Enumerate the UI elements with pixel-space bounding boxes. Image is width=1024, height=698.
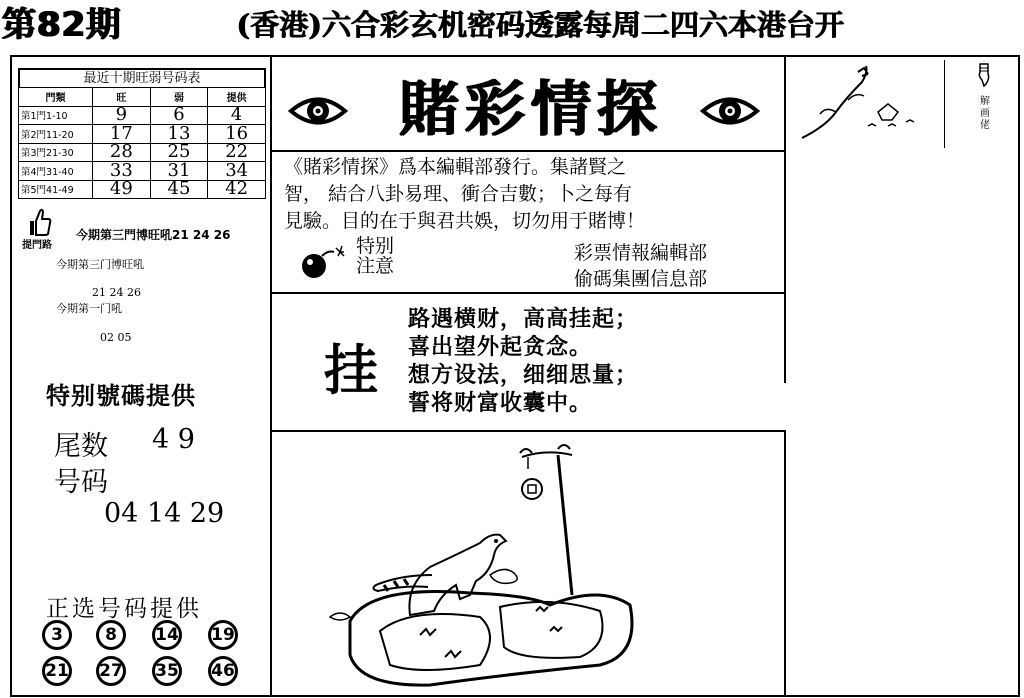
intro-text — [284, 154, 784, 235]
table-header-cell: 旺 — [93, 88, 151, 107]
poem-line: 路遇横财，高高挂起； — [408, 307, 639, 332]
cold-number: 45 — [150, 180, 208, 199]
row-label: 第1門1-10 — [19, 106, 93, 125]
table-row — [19, 125, 266, 144]
thumbs-up-icon — [28, 207, 52, 237]
tip-line-1: 今期第三门博旺吼 — [56, 258, 144, 271]
cold-number: 25 — [150, 143, 208, 162]
intro-line: 智， 結合八卦易理、衝合吉數；卜之每有 — [284, 183, 633, 205]
tip-line-2: 今期第一门吼 — [56, 302, 122, 315]
special-title: 特别號碼提供 — [46, 382, 196, 410]
special-notice — [356, 236, 394, 276]
table-row — [19, 143, 266, 162]
poem-line: 喜出望外起贪念。 — [408, 335, 593, 360]
divider-intro-top — [270, 150, 786, 152]
poem-line: 誓将财富收囊中。 — [408, 391, 593, 416]
hot-number: 49 — [93, 180, 151, 199]
pick-ball: 46 — [208, 656, 238, 686]
table-row — [19, 162, 266, 181]
row-label: 第3門21-30 — [19, 143, 93, 162]
divider-right-lower — [784, 430, 786, 697]
tail-values: 4 9 — [152, 424, 195, 455]
divider-poem-top — [270, 292, 786, 294]
issue-number: 第82期 — [2, 5, 122, 45]
department-2: 偷碼集團信息部 — [574, 268, 708, 290]
poem-keyword: 挂 — [324, 339, 378, 402]
cold-number: 6 — [150, 106, 208, 125]
table-row — [19, 106, 266, 125]
hot-cold-table — [18, 87, 266, 199]
table-header-cell: 弱 — [150, 88, 208, 107]
illustration-raccoon-pond — [300, 435, 740, 695]
pick-number: 16 — [208, 125, 266, 144]
hot-number: 28 — [93, 143, 151, 162]
eye-icon — [700, 92, 760, 130]
table-header-cell: 提供 — [208, 88, 266, 107]
pick-ball: 27 — [96, 656, 126, 686]
hot-number: 9 — [93, 106, 151, 125]
pick-ball: 35 — [152, 656, 182, 686]
pick-ball: 14 — [152, 620, 182, 650]
pick-number: 4 — [208, 106, 266, 125]
tree-sketch — [796, 62, 926, 144]
poem — [408, 306, 638, 418]
intro-line: 《賭彩情探》爲本編輯部發行。集諸賢之 — [284, 156, 627, 178]
pick-number: 22 — [208, 143, 266, 162]
hot-number: 33 — [93, 162, 151, 181]
hot-number: 17 — [93, 125, 151, 144]
pick-ball: 3 — [42, 620, 72, 650]
cold-number: 13 — [150, 125, 208, 144]
notice-line: 特别 — [356, 235, 395, 257]
divider-poem-bottom — [270, 430, 786, 432]
tip-line-2-numbers: 02 05 — [100, 331, 132, 344]
row-label: 第5門41-49 — [19, 180, 93, 199]
pick-ball: 8 — [96, 620, 126, 650]
pointing-hand-icon — [974, 62, 994, 88]
picks-title: 正选号码提供 — [46, 596, 202, 622]
divider-note — [944, 60, 945, 148]
intro-line: 見驗。目的在于與君共娛，切勿用于賭博！ — [284, 210, 646, 232]
poem-line: 想方设法，细细思量； — [408, 363, 639, 388]
banner-title: 賭彩情探 — [398, 75, 662, 145]
table-title: 最近十期旺弱号码表 — [18, 68, 266, 88]
tip-line-1-numbers: 21 24 26 — [92, 286, 141, 299]
headline: (香港)六合彩玄机密码透露每周二四六本港台开 — [236, 8, 844, 42]
notice-line: 注意 — [356, 255, 395, 277]
eye-icon — [288, 92, 348, 130]
table-header-cell: 門類 — [19, 88, 93, 107]
tip-label: 提門路 — [22, 240, 52, 251]
divider-right — [784, 55, 786, 383]
department-1: 彩票情報編輯部 — [574, 242, 708, 264]
code-values: 04 14 29 — [104, 498, 225, 529]
cold-number: 31 — [150, 162, 208, 181]
pick-ball: 19 — [208, 620, 238, 650]
table-row — [19, 180, 266, 199]
code-label: 号码 — [54, 467, 108, 498]
tail-label: 尾数 — [54, 431, 108, 462]
table-header-row — [19, 88, 266, 107]
bomb-icon — [298, 244, 354, 280]
row-label: 第4門31-40 — [19, 162, 93, 181]
pick-number: 34 — [208, 162, 266, 181]
pick-number: 42 — [208, 180, 266, 199]
pick-ball: 21 — [42, 656, 72, 686]
side-note: 解画佬 — [980, 96, 990, 131]
tip-headline: 今期第三門博旺吼21 24 26 — [76, 228, 231, 242]
row-label: 第2門11-20 — [19, 125, 93, 144]
